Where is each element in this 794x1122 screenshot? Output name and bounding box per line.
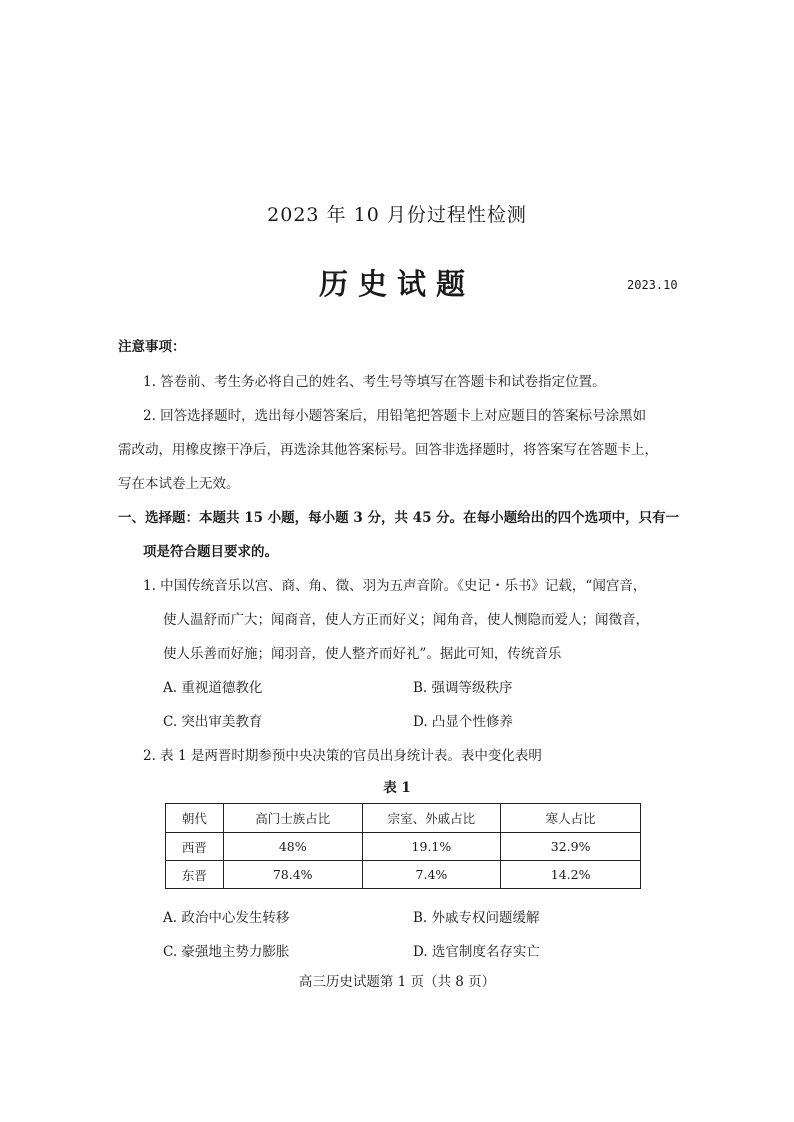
question-2-option-b: B. 外戚专权问题缓解 <box>413 910 540 926</box>
question-1-option-c: C. 突出审美教育 <box>163 714 263 730</box>
notes-item-1: 1. 答卷前、考生务必将自己的姓名、考生号等填写在答题卡和试卷指定位置。 <box>143 374 606 390</box>
notes-item-2-line-3: 写在本试卷上无效。 <box>118 476 240 492</box>
exam-title: 历史试题 <box>318 267 475 301</box>
table-header-cell: 高门士族占比 <box>223 804 362 833</box>
table-row <box>166 861 641 889</box>
table-cell: 西晋 <box>166 833 224 861</box>
question-1-stem-line-1: 1. 中国传统音乐以宫、商、角、徵、羽为五声音阶。《史记・乐书》记载，“闻宫音， <box>143 578 647 594</box>
table-cell: 14.2% <box>501 861 641 889</box>
question-1-option-a: A. 重视道德教化 <box>163 680 263 696</box>
notes-item-2-line-1: 2. 回答选择题时，选出每小题答案后，用铅笔把答题卡上对应题目的答案标号涂黑如 <box>143 408 647 424</box>
table-cell: 7.4% <box>362 861 501 889</box>
page-footer: 高三历史试题第 1 页（共 8 页） <box>298 974 496 990</box>
notes-item-2-line-2: 需改动，用橡皮擦干净后，再选涂其他答案标号。回答非选择题时，将答案写在答题卡上， <box>118 442 658 458</box>
table-cell: 48% <box>223 833 362 861</box>
question-2-stem: 2. 表 1 是两晋时期参预中央决策的官员出身统计表。表中变化表明 <box>143 748 542 764</box>
question-2-option-c: C. 豪强地主势力膨胀 <box>163 944 290 960</box>
table-cell: 东晋 <box>166 861 224 889</box>
table-header-cell: 宗室、外戚占比 <box>362 804 501 833</box>
question-1-option-d: D. 凸显个性修养 <box>413 714 513 730</box>
table-header-cell: 朝代 <box>166 804 224 833</box>
table-caption: 表 1 <box>383 780 411 796</box>
table-cell: 32.9% <box>501 833 641 861</box>
section-1-heading-line-2: 项是符合题目要求的。 <box>143 544 278 560</box>
table-cell: 19.1% <box>362 833 501 861</box>
exam-subtitle: 2023 年 10 月份过程性检测 <box>267 204 527 226</box>
table-header-cell: 寒人占比 <box>501 804 641 833</box>
statistics-table <box>165 803 641 889</box>
table-cell: 78.4% <box>223 861 362 889</box>
question-1-stem-line-3: 使人乐善而好施；闻羽音，使人整齐而好礼”。据此可知，传统音乐 <box>163 646 562 662</box>
question-1-option-b: B. 强调等级秩序 <box>413 680 513 696</box>
question-2-option-d: D. 选官制度名存实亡 <box>413 944 540 960</box>
notes-heading: 注意事项： <box>118 339 186 355</box>
question-1-stem-line-2: 使人温舒而广大；闻商音，使人方正而好义；闻角音，使人恻隐而爱人；闻徵音， <box>163 612 649 628</box>
question-2-option-a: A. 政治中心发生转移 <box>163 910 290 926</box>
section-1-heading-line-1: 一、选择题：本题共 15 小题，每小题 3 分，共 45 分。在每小题给出的四个选项中，只有一 <box>118 510 680 526</box>
exam-date: 2023.10 <box>627 278 678 292</box>
table-header-row <box>166 804 641 833</box>
table-row <box>166 833 641 861</box>
